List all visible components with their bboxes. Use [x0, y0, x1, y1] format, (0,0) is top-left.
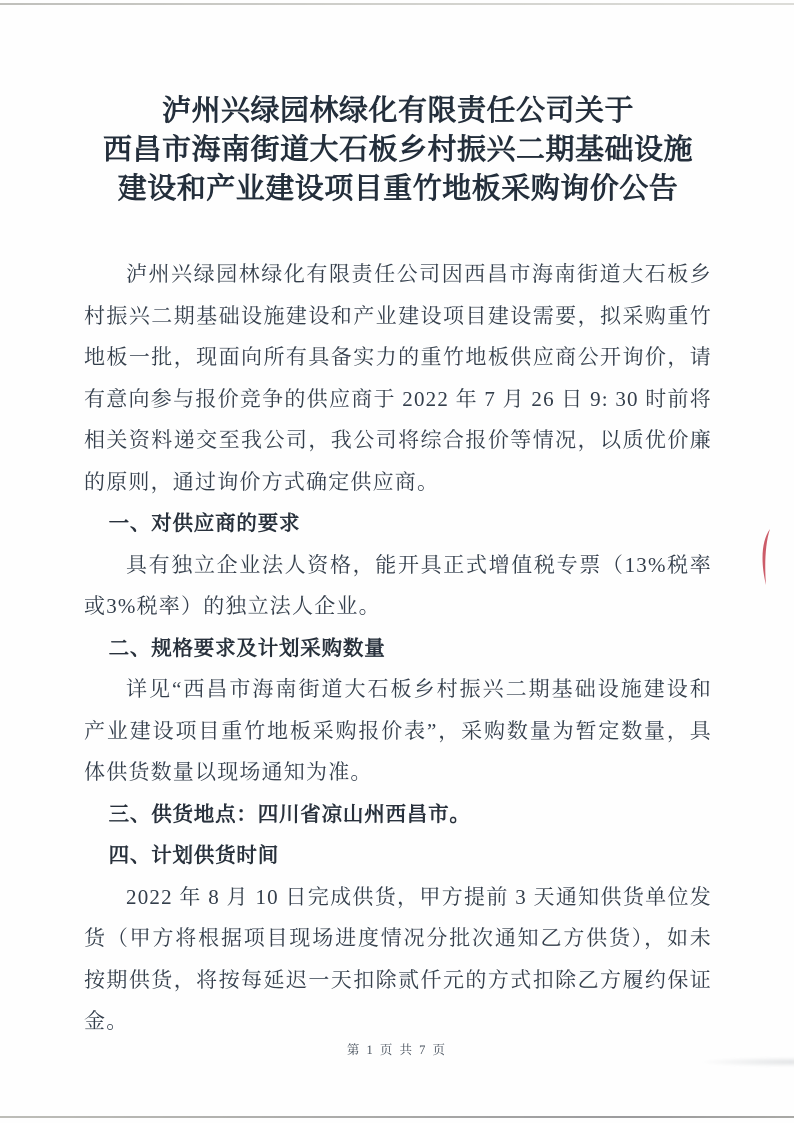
scan-smudge-artifact	[698, 1057, 794, 1067]
paragraph-intro: 泸州兴绿园林绿化有限责任公司因西昌市海南街道大石板乡村振兴二期基础设施建设和产业建设项目建设需要，拟采购重竹地板一批，现面向所有具备实力的重竹地板供应商公开询价，请有意向参与报价竞争的供应商于 2022 年 7 月 26 日 9: 30 时前将相关资料递交至我公司，我公司将综合报价等情况，以质优价廉的原则，通过询价方式确定供应商。	[84, 262, 712, 494]
title-line-2: 西昌市海南街道大石板乡村振兴二期基础设施	[102, 134, 693, 166]
title-line-1: 泸州兴绿园林绿化有限责任公司关于	[161, 95, 634, 127]
paragraph-spec-and-quantity: 详见“西昌市海南街道大石板乡村振兴二期基础设施建设和产业建设项目重竹地板采购报价表”，采购数量为暂定数量，具体供货数量以现场通知为准。	[84, 677, 712, 784]
document-title	[84, 92, 712, 209]
heading-delivery-time: 四、计划供货时间	[108, 844, 279, 867]
scan-artifact-bottom-edge	[0, 1116, 794, 1118]
document-body	[84, 254, 712, 1043]
page-footer	[0, 1040, 794, 1058]
paragraph-supplier-requirements: 具有独立企业法人资格，能开具正式增值税专票（13%税率或3%税率）的独立法人企业。	[84, 552, 712, 618]
page-indicator: 第 1 页 共 7 页	[346, 1043, 448, 1057]
document-content	[84, 0, 712, 1043]
heading-spec-and-quantity: 二、规格要求及计划采购数量	[108, 636, 386, 660]
paragraph-delivery-time: 2022 年 8 月 10 日完成供货，甲方提前 3 天通知供货单位发货（甲方将根据项目现场进度情况分批次通知乙方供货），如未按期供货，将按每延迟一天扣除贰仟元的方式扣除乙方履约保证金。	[84, 884, 712, 1033]
red-pen-mark-shape	[763, 529, 770, 585]
red-pen-mark	[757, 528, 773, 586]
heading-supplier-requirements: 一、对供应商的要求	[108, 512, 301, 535]
title-line-3: 建设和产业建设项目重竹地板采购询价公告	[117, 173, 679, 205]
heading-delivery-location: 三、供货地点：四川省凉山州西昌市。	[108, 802, 471, 826]
